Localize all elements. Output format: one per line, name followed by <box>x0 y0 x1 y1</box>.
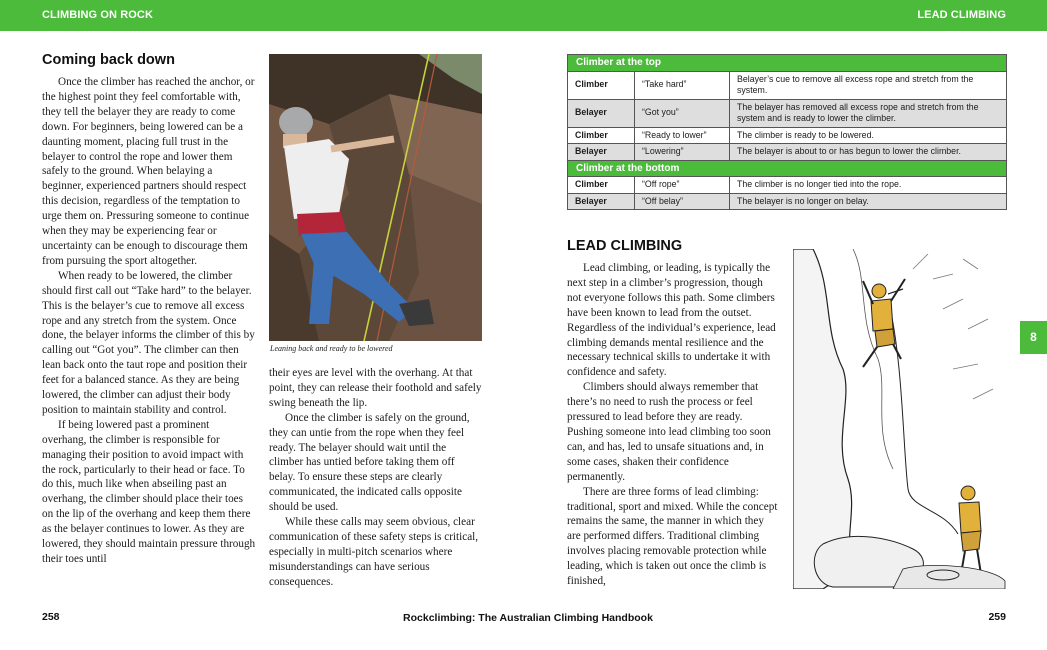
page-number-right: 259 <box>988 611 1006 623</box>
call-cell: “Got you” <box>635 99 730 127</box>
meaning-cell: The climber is no longer tied into the rope. <box>730 177 1007 194</box>
table-section-header <box>568 160 1007 177</box>
role-cell: Belayer <box>568 99 635 127</box>
role-cell: Belayer <box>568 144 635 161</box>
call-cell: “Lowering” <box>635 144 730 161</box>
table-section-header <box>568 55 1007 72</box>
meaning-cell: Belayer’s cue to remove all excess rope and stretch from the system. <box>730 71 1007 99</box>
call-cell: “Take hard” <box>635 71 730 99</box>
table-row <box>568 127 1007 144</box>
header-bar <box>0 0 1047 31</box>
paragraph: While these calls may seem obvious, clear communication of these safety steps is critical, especially in multi-pitch scenarios where misunderstandings can have serious consequences. <box>269 516 479 588</box>
book-title-footer: Rockclimbing: The Australian Climbing Handbook <box>403 612 653 624</box>
photo-caption: Leaning back and ready to be lowered <box>270 344 393 353</box>
meaning-cell: The belayer is about to or has begun to lower the climber. <box>730 144 1007 161</box>
paragraph: When ready to be lowered, the climber should first call out “Take hard” to the belayer. This is the belayer’s cue to remove all excess rope and any stretch from the system. Once done, the belayer informs the climber of this by calling out “Got you”. The climber can then lean back onto the taut rope and position their feet for a balanced stance. As they are being lowered, the climber can adjust their body position to maintain stability and control. <box>42 269 255 416</box>
lead-climbing-illustration <box>793 249 1008 589</box>
chapter-tab: 8 <box>1020 321 1047 354</box>
running-head-left: CLIMBING ON ROCK <box>42 9 153 21</box>
paragraph: Climbers should always remember that there’s no need to rush the process or feel pressured to lead before they are ready. Pushing someone into lead climbing too soon can, and has, led to unsafe situations and, in some cases, shaken their confidence permanently. <box>567 381 771 483</box>
running-head-right: LEAD CLIMBING <box>917 9 1006 21</box>
meaning-cell: The climber is ready to be lowered. <box>730 127 1007 144</box>
meaning-cell: The belayer has removed all excess rope and stretch from the system and is ready to lower the climber. <box>730 99 1007 127</box>
section-heading-coming-back-down: Coming back down <box>42 52 175 68</box>
role-cell: Climber <box>568 127 635 144</box>
paragraph: If being lowered past a prominent overhang, the climber is responsible for managing their position to avoid impact with the rock, particularly to their head or face. To do this, much like when abseiling past an overhang, the climber should place their toes on the lip of the overhang and keep them there as the belayer continues to lower. As they are lowered, they should maintain pressure through their toes until <box>42 418 256 565</box>
role-cell: Climber <box>568 71 635 99</box>
section-heading-lead-climbing: LEAD CLIMBING <box>567 238 683 254</box>
paragraph: their eyes are level with the overhang. At that point, they can release their foothold and safely swing beneath the lip. <box>269 367 482 409</box>
call-cell: “Off belay” <box>635 193 730 210</box>
paragraph: Once the climber is safely on the ground, they can untie from the rope when they feel ready. The belayer should wait until the climber has untied before taking them off belay. To ensure these steps are clearly communicated, the indicated calls opposite should be used. <box>269 411 470 514</box>
paragraph: There are three forms of lead climbing: traditional, sport and mixed. While the concept remains the same, the manner in which they are performed differs. Traditional climbing involves placing removable protection while leading, which is taken out once the climb is finished, <box>567 485 778 588</box>
paragraph: Once the climber has reached the anchor, or the highest point they feel comfortable with, they tell the belayer they are ready to come down. For beginners, being lowered can be a daunting moment, placing full trust in the belayer to control the rope and lower them safely to the ground. When belaying a beginner, experienced partners should respect this decision, regardless of the temptation to urge them on. Pressuring someone to continue when they may be experiencing fear or uncertainty can be enough to discourage them from pursuing the sport altogether. <box>42 76 255 267</box>
table-row <box>568 193 1007 210</box>
table-row <box>568 177 1007 194</box>
right-column <box>567 237 779 589</box>
call-cell: “Ready to lower” <box>635 127 730 144</box>
table-row <box>568 71 1007 99</box>
left-column-2 <box>269 366 482 590</box>
role-cell: Belayer <box>568 193 635 210</box>
climber-lowering-photo <box>269 54 482 341</box>
paragraph: Lead climbing, or leading, is typically the next step in a climber’s progression, though not everyone follows this path. Some climbers have been known to lead from the outset. Regardless of the individual’s experience, lead climbing demands mental resilience and the necessary technical skills to undertake it with confidence and safety. <box>567 262 776 379</box>
climbing-calls-table <box>567 54 1007 210</box>
section-title: Climber at the bottom <box>568 160 1007 177</box>
call-cell: “Off rope” <box>635 177 730 194</box>
table-row <box>568 99 1007 127</box>
section-title: Climber at the top <box>568 55 1007 72</box>
meaning-cell: The belayer is no longer on belay. <box>730 193 1007 210</box>
table-row <box>568 144 1007 161</box>
role-cell: Climber <box>568 177 635 194</box>
left-column-1 <box>42 51 256 567</box>
page-number-left: 258 <box>42 611 60 623</box>
